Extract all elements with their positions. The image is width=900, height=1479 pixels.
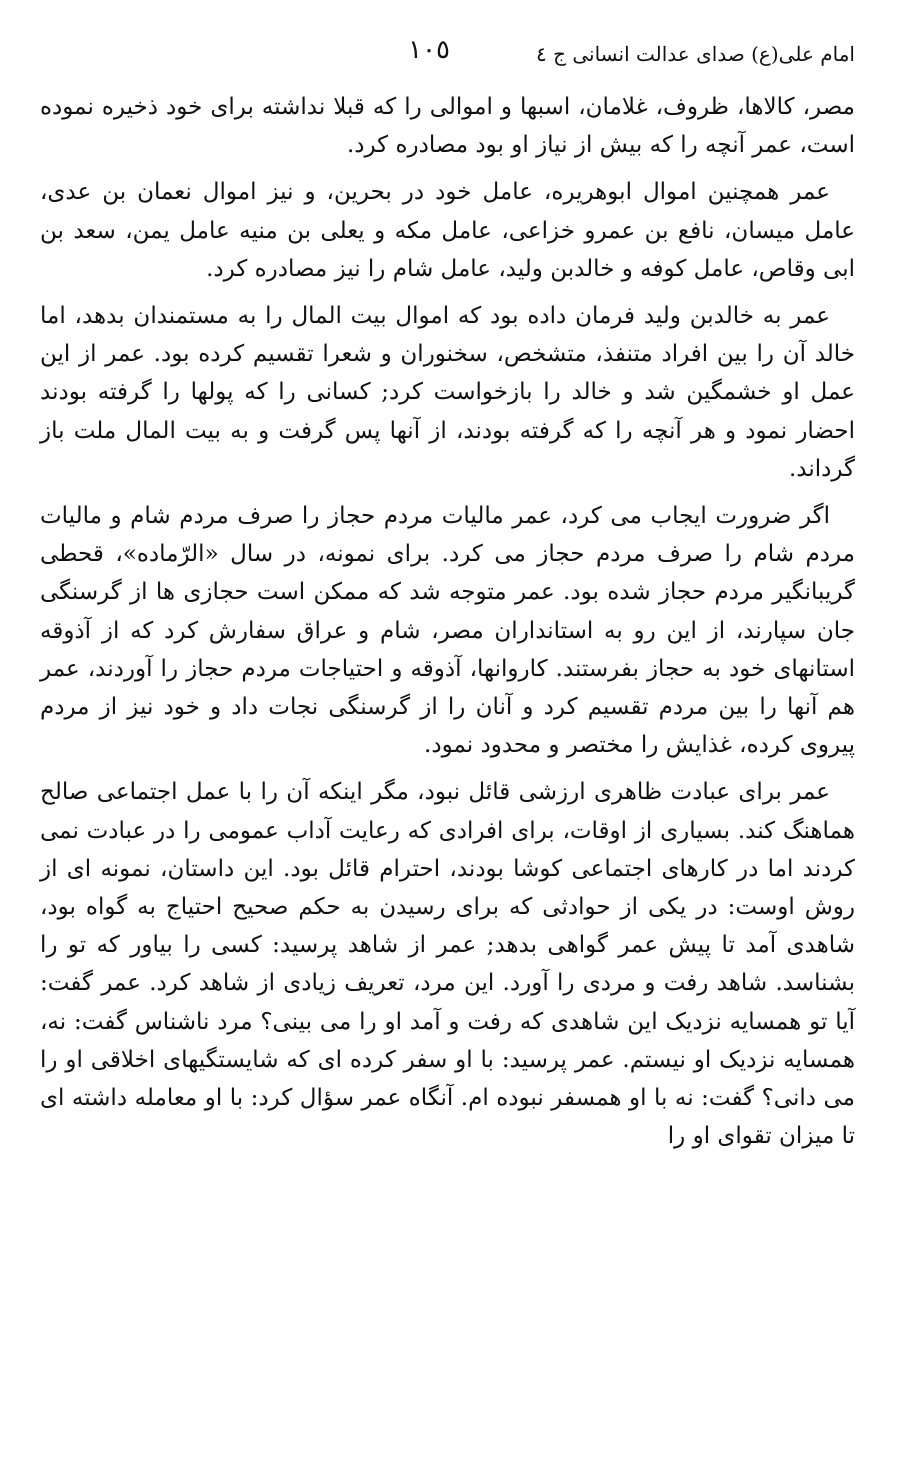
paragraph: عمر همچنین اموال ابوهریره، عامل خود در بحرین، و نیز اموال نعمان بن عدی، عامل میسان، نافع بن عمرو خزاعی، عامل مکه و یعلی بن منیه عامل یمن، سعد بن ابی وقاص، عامل کوفه و خالدبن ولید، عامل شام را نیز مصادره کرد. (40, 179, 855, 282)
page-number: ١٠٥ (408, 35, 450, 65)
paragraph: عمر به خالدبن ولید فرمان داده بود که اموال بیت المال را به مستمندان بدهد، اما خالد آن را بین افراد متنفذ، متشخص، سخنوران و شعرا تقسیم کرده بود. عمر از این عمل او خشمگین شد و خالد را بازخواست کرد; کسانی را که پولها را گرفته بودند احضار نمود و هر آنچه را که گرفته بودند، از آنها پس گرفت و به بیت المال ملت باز گرداند. (40, 303, 855, 482)
paragraph: اگر ضرورت ایجاب می کرد، عمر مالیات مردم حجاز را صرف مردم شام و مالیات مردم شام را صرف مردم حجاز می کرد. برای نمونه، در سال «الرّماده»، قحطی گریبانگیر مردم حجاز شده بود. عمر متوجه شد که ممکن است حجازی ها از گرسنگی جان سپارند، از این رو به استانداران مصر، شام و عراق سفارش کرد که از آذوقه استانهای خود به حجاز بفرستند. کاروانها، آذوقه و احتیاجات مردم حجاز را آوردند، عمر هم آنها را بین مردم تقسیم کرد و آنان را از گرسنگی نجات داد و خود نیز از مردم پیروی کرده، غذایش را مختصر و محدود نمود. (40, 503, 855, 759)
book-title: امام علی(ع) صدای عدالت انسانی ج ٤ (535, 42, 855, 66)
body-text (40, 88, 855, 1164)
paragraph: عمر برای عبادت ظاهری ارزشی قائل نبود، مگر اینکه آن را با عمل اجتماعی صالح هماهنگ کند. بسیاری از اوقات، برای افرادی که رعایت آداب عمومی را در عبادت نمی کردند اما در کارهای اجتماعی کوشا بودند، احترام قائل بود. این داستان، نمونه ای از روش اوست: در یکی از حوادثی که برای رسیدن به حکم صحیح احتیاج به گواه بود، شاهدی آمد تا پیش عمر گواهی بدهد; عمر از شاهد پرسید: کسی را بیاور که تو را بشناسد. شاهد رفت و مردی را آورد. این مرد، تعریف زیادی از شاهد کرد. عمر گفت: آیا تو همسایه نزدیک این شاهدی که رفت و آمد او را می بینی؟ مرد ناشناس گفت: نه، همسایه نزدیک او نیستم. عمر پرسید: با او سفر کرده ای که شایستگیهای اخلاقی او را می دانی؟ گفت: نه با او همسفر نبوده ام. آنگاه عمر سؤال کرد: با او معامله داشته ای تا میزان تقوای او را (40, 779, 855, 1150)
running-header (40, 30, 855, 78)
paragraph: مصر، کالاها، ظروف، غلامان، اسبها و اموالی را که قبلا نداشته برای خود ذخیره نموده است، عمر آنچه را که بیش از نیاز او بود مصادره کرد. (40, 94, 855, 159)
